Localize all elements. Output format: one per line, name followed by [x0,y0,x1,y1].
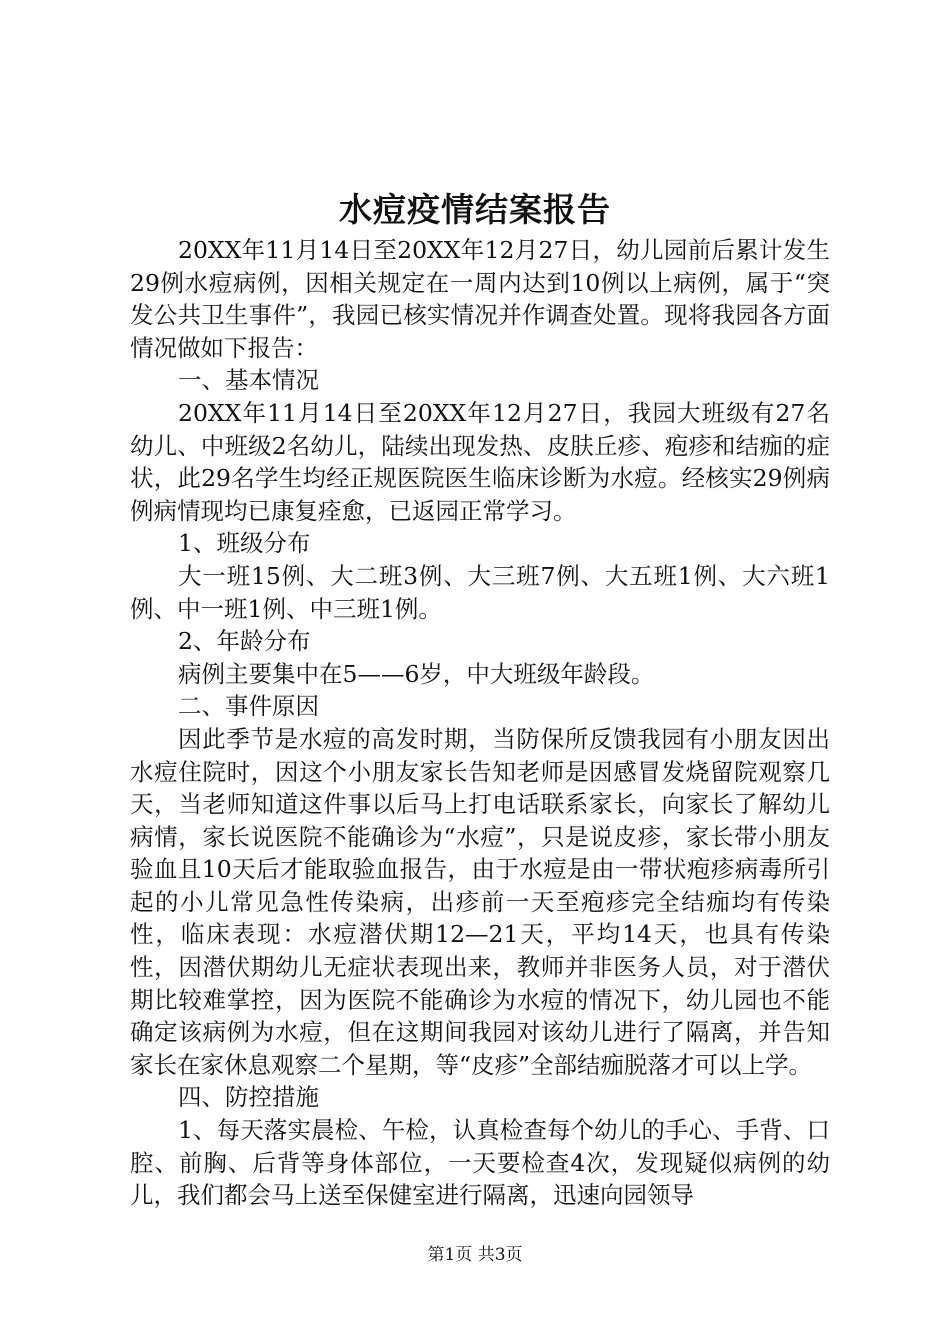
section-heading-event-cause: 二、事件原因 [178,692,319,721]
class-distribution-paragraph: 大一班15例、大二班3例、大三班7例、大五班1例、大六班1例、中一班1例、中三班1例。 [130,561,830,623]
section-heading-prevention-measures: 四、防控措施 [178,1083,319,1112]
prevention-measures-paragraph: 1、每天落实晨检、午检，认真检查每个幼儿的手心、手背、口腔、前胸、后背等身体部位，一天要检查4次，发现疑似病例的幼儿，我们都会马上送至保健室进行隔离，迅速向园领导 [130,1116,830,1210]
page-footer: 第1页 共3页 [427,1245,523,1265]
subheading-age-distribution: 2、年龄分布 [178,627,311,656]
basic-situation-paragraph: 20XX年11月14日至20XX年12月27日，我园大班级有27名幼儿、中班级2名幼儿，陆续出现发热、皮肤丘疹、疱疹和结痂的症状，此29名学生均经正规医院医生临床诊断为水痘。经核实29例病例病情现均已康复痊愈，已返园正常学习。 [130,398,830,525]
document-title: 水痘疫情结案报告 [339,190,611,229]
intro-paragraph: 20XX年11月14日至20XX年12月27日，幼儿园前后累计发生29例水痘病例，因相关规定在一周内达到10例以上病例，属于“突发公共卫生事件”，我园已核实情况并作调查处置。现将我园各方面情况做如下报告： [130,236,830,362]
subheading-class-distribution: 1、班级分布 [178,529,311,558]
document-body [130,234,830,1212]
age-distribution-paragraph: 病例主要集中在5——6岁，中大班级年龄段。 [178,659,655,688]
section-heading-basic-situation: 一、基本情况 [178,366,319,395]
event-cause-paragraph: 因此季节是水痘的高发时期，当防保所反馈我园有小朋友因出水痘住院时，因这个小朋友家长告知老师是因感冒发烧留院观察几天，当老师知道这件事以后马上打电话联系家长，向家长了解幼儿病情，家长说医院不能确诊为“水痘”，只是说皮疹，家长带小朋友验血且10天后才能取验血报告，由于水痘是由一带状疱疹病毒所引起的小儿常见急性传染病，出疹前一天至疱疹完全结痂均有传染性，临床表现：水痘潜伏期12—21天，平均14天，也具有传染性，因潜伏期幼儿无症状表现出来，教师并非医务人员，对于潜伏期比较难掌控，因为医院不能确诊为水痘的情况下，幼儿园也不能确定该病例为水痘，但在这期间我园对该幼儿进行了隔离，并告知家长在家休息观察二个星期，等“皮疹”全部结痂脱落才可以上学。 [130,724,830,1079]
